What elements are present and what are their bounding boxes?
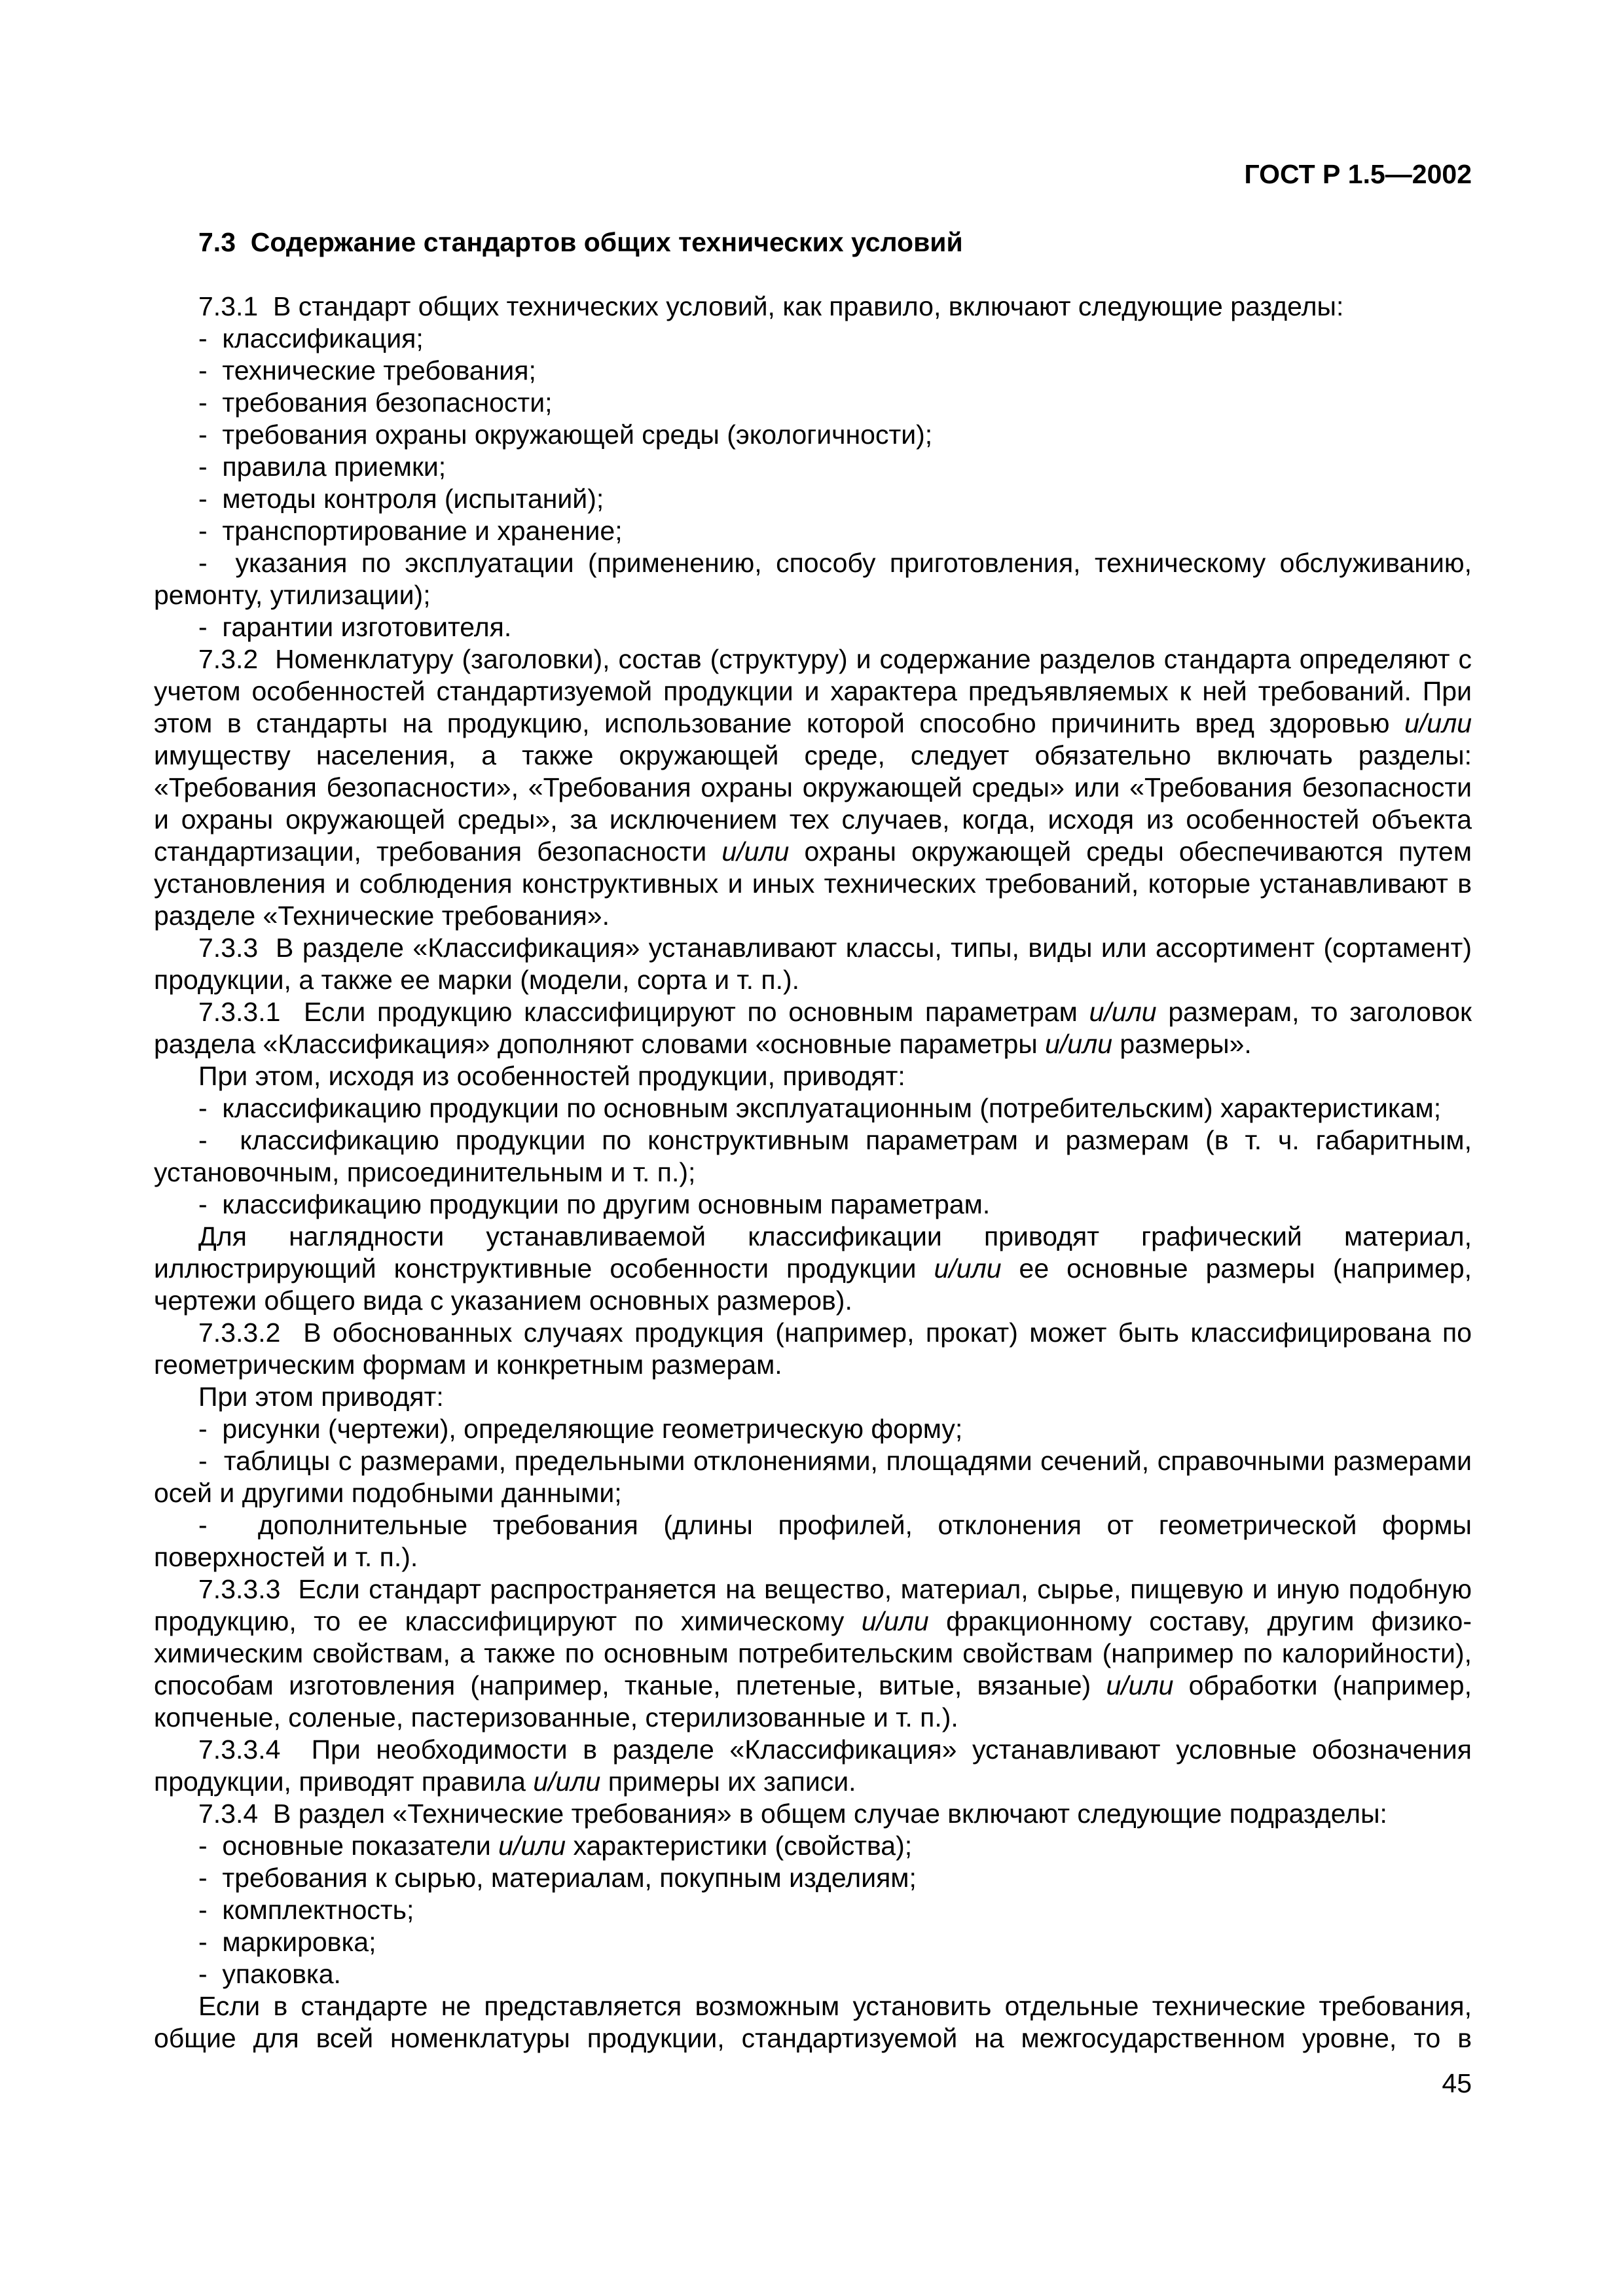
paragraph: - правила приемки; — [198, 452, 447, 482]
paragraph: - указания по эксплуатации (применению, способу приготовления, техническому обслуживанию, ремонту, утилизации); — [154, 548, 1472, 610]
paragraph: 7.3.3.4 При необходимости в разделе «Классификация» устанавливают условные обозначения продукции, приводят правила и/или примеры их записи. — [154, 1734, 1472, 1797]
paragraph: - требования охраны окружающей среды (экологичности); — [198, 420, 933, 450]
paragraph: 7.3.3.1 Если продукцию классифицируют по основным параметрам и/или размерам, то заголовок раздела «Классификация» дополняют словами «основные параметры и/или размеры». — [154, 997, 1472, 1059]
paragraph: - таблицы с размерами, предельными отклонениями, площадями сечений, справочными размерами осей и другими подобными данными; — [154, 1446, 1472, 1508]
paragraph: - классификация; — [198, 323, 424, 353]
paragraph: 7.3.3.2 В обоснованных случаях продукция (например, прокат) может быть классифицирована по геометрическим формам и конкретным размерам. — [154, 1318, 1472, 1380]
paragraph: - дополнительные требования (длины профилей, отклонения от геометрической формы поверхностей и т. п.). — [154, 1510, 1472, 1572]
paragraph: Если в стандарте не представляется возможным установить отдельные технические требования, общие для всей номенклатуры продукции, стандартизуемой на межгосударственном уровне, то в — [154, 1991, 1472, 2053]
paragraph: - методы контроля (испытаний); — [198, 484, 604, 514]
paragraph: - технические требования; — [198, 355, 536, 386]
paragraph: 7.3.3 В разделе «Классификация» устанавливают классы, типы, виды или ассортимент (сортамент) продукции, а также ее марки (модели, сорта и т. п.). — [154, 933, 1472, 995]
page-number: 45 — [1442, 2068, 1472, 2098]
paragraph: - рисунки (чертежи), определяющие геометрическую форму; — [198, 1414, 963, 1444]
paragraph: - комплектность; — [198, 1895, 414, 1925]
paragraph: При этом приводят: — [198, 1382, 444, 1412]
document-body — [154, 291, 1472, 2054]
paragraph: 7.3.2 Номенклатуру (заголовки), состав (структуру) и содержание разделов стандарта определяют с учетом особенностей стандартизуемой продукции и характера предъявляемых к ней требований. При этом в стандарты на продукцию, использование которой способно причинить вред здоровью и/или имуществу населения, а также окружающей среде, следует обязательно включать разделы: «Требования безопасности», «Требования охраны окружающей среды» или «Требования безопасности и охраны окружающей среды», за исключением тех случаев, когда, исходя из особенностей объекта стандартизации, требования безопасности и/или охраны окружающей среды обеспечиваются путем установления и соблюдения конструктивных и иных технических требований, которые устанавливают в разделе «Технические требования». — [154, 644, 1472, 931]
paragraph: 7.3.4 В раздел «Технические требования» в общем случае включают следующие подразделы: — [198, 1799, 1387, 1829]
running-header: ГОСТ Р 1.5—2002 — [1244, 159, 1472, 189]
paragraph: - классификацию продукции по конструктивным параметрам и размерам (в т. ч. габаритным, установочным, присоединительным и т. п.); — [154, 1125, 1472, 1187]
paragraph: - гарантии изготовителя. — [198, 612, 512, 642]
paragraph: 7.3.3.3 Если стандарт распространяется на вещество, материал, сырье, пищевую и иную подобную продукцию, то ее классифицируют по химическому и/или фракционному составу, другим физико-химическим свойствам, а также по основным потребительским свойствам (например по калорийности), способам изготовления (например, тканые, плетеные, витые, вязаные) и/или обработки (например, копченые, соленые, пастеризованные, стерилизованные и т. п.). — [154, 1574, 1472, 1732]
paragraph: - требования к сырью, материалам, покупным изделиям; — [198, 1863, 917, 1893]
section-heading: 7.3 Содержание стандартов общих технических условий — [198, 227, 963, 257]
paragraph: - классификацию продукции по другим основным параметрам. — [198, 1189, 991, 1219]
paragraph: - транспортирование и хранение; — [198, 516, 623, 546]
paragraph: 7.3.1 В стандарт общих технических условий, как правило, включают следующие разделы: — [198, 291, 1344, 321]
paragraph: - требования безопасности; — [198, 387, 553, 418]
paragraph: - маркировка; — [198, 1927, 376, 1957]
paragraph: При этом, исходя из особенностей продукции, приводят: — [198, 1061, 905, 1091]
paragraph: - классификацию продукции по основным эксплуатационным (потребительским) характеристикам; — [198, 1093, 1442, 1123]
paragraph: Для наглядности устанавливаемой классификации приводят графический материал, иллюстрирующий конструктивные особенности продукции и/или ее основные размеры (например, чертежи общего вида с указанием основных размеров). — [154, 1221, 1472, 1316]
paragraph: - основные показатели и/или характеристики (свойства); — [198, 1831, 913, 1861]
paragraph: - упаковка. — [198, 1959, 341, 1989]
